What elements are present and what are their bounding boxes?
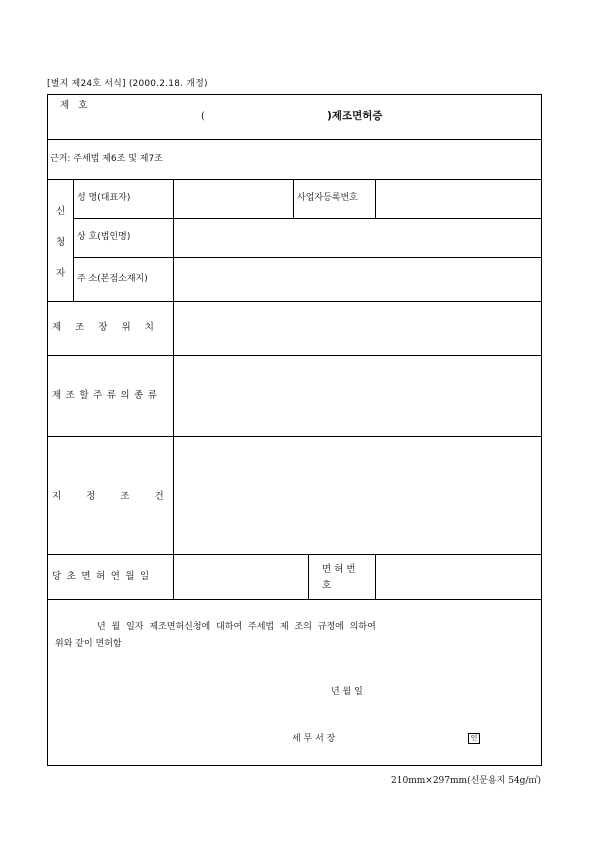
license-form-frame bbox=[47, 94, 542, 766]
trade-name-label: 상 호(법인명) bbox=[77, 232, 131, 242]
page-title: )제조면허증 bbox=[327, 110, 383, 122]
tax-office-chief: 세 무 서 장 bbox=[292, 734, 336, 744]
initial-date-field[interactable] bbox=[174, 555, 307, 598]
issue-date-line: 년 월 일 bbox=[331, 687, 363, 697]
business-reg-field[interactable] bbox=[376, 180, 540, 217]
legal-basis: 근거: 주세법 제6조 및 제7조 bbox=[50, 154, 163, 164]
number-label: 제 호 bbox=[60, 100, 91, 111]
address-field[interactable] bbox=[174, 258, 540, 300]
conditions-label: 지정조건 bbox=[52, 491, 189, 502]
applicant-side-char-1: 신 bbox=[56, 206, 66, 217]
name-label: 성 명(대표자) bbox=[77, 193, 131, 203]
address-label: 주 소(본점소재지) bbox=[77, 274, 148, 284]
liquor-types-label: 제조할주류의종류 bbox=[52, 390, 162, 401]
rule-licno-left bbox=[308, 554, 309, 599]
name-field[interactable] bbox=[174, 180, 292, 217]
liquor-types-field[interactable] bbox=[174, 356, 540, 435]
paper-spec-note: 210mm×297mm(신문용지 54g/㎡) bbox=[391, 776, 541, 786]
title-open-paren: ( bbox=[201, 111, 205, 122]
applicant-side-char-3: 자 bbox=[56, 268, 66, 279]
statement-line-2: 위와 같이 면허함 bbox=[55, 639, 122, 649]
rule-date-bottom bbox=[48, 599, 541, 600]
trade-name-field[interactable] bbox=[174, 219, 540, 256]
initial-date-label: 당초면허연월일 bbox=[52, 571, 155, 582]
form-header: [별지 제24호 서식] (2000.2.18. 개정) bbox=[47, 79, 208, 89]
license-number-field[interactable] bbox=[376, 555, 540, 598]
location-field[interactable] bbox=[174, 302, 540, 354]
location-label: 제조장위치 bbox=[52, 322, 168, 333]
conditions-field[interactable] bbox=[174, 437, 540, 553]
applicant-side-char-2: 청 bbox=[56, 237, 66, 248]
rule-applicant-side bbox=[73, 179, 74, 301]
rule-bizreg-left bbox=[293, 179, 294, 218]
rule-title-bottom bbox=[48, 139, 541, 140]
license-number-label-line2: 호 bbox=[322, 580, 332, 591]
license-number-label-line1: 면 허 번 bbox=[322, 564, 356, 575]
seal-mark: 인 bbox=[468, 733, 480, 744]
business-reg-label: 사업자등록번호 bbox=[297, 193, 358, 203]
statement-line-1: 년 월 일자 제조면허신청에 대하여 주세법 제 조의 규정에 의하여 bbox=[97, 622, 376, 632]
